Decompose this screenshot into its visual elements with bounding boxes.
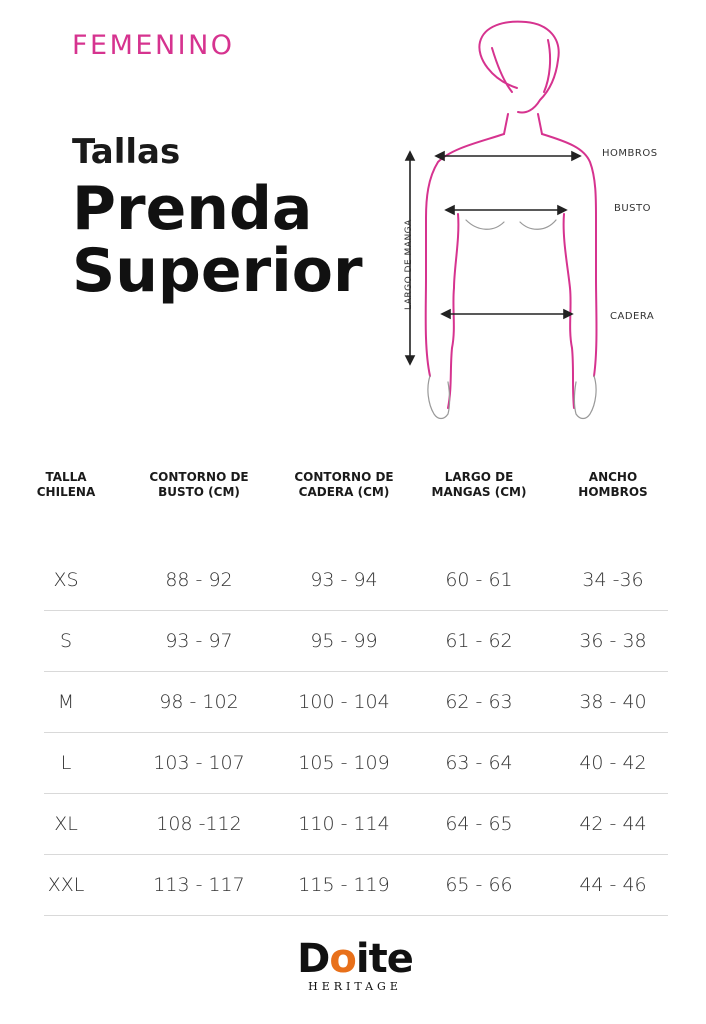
header-shoulders-line-1: ANCHO [588,470,638,484]
table-row [44,611,668,672]
hand-left-outline [428,376,450,419]
brand-logo [290,938,420,1000]
table-row [44,794,668,855]
header-bust [140,470,258,500]
header-shoulders [554,470,672,500]
brand-logo-letters-ite: ite [355,936,413,982]
head-outline [479,22,558,113]
cell-sleeve: 60 - 61 [445,569,513,591]
page-title-line-1: Prenda [72,174,313,244]
cell-hip: 110 - 114 [298,813,390,835]
table-row [44,550,668,611]
cell-hip: 95 - 99 [310,630,378,652]
label-sleeve-length: LARGO DE MANGA [404,219,414,310]
table-row [44,855,668,916]
cell-sleeve: 61 - 62 [445,630,513,652]
hair-outline [492,40,550,92]
title-prefix: Tallas [72,132,181,172]
table-row [44,733,668,794]
cell-sleeve: 63 - 64 [445,752,513,774]
page-title-line-2: Superior [72,236,363,306]
cell-hip: 105 - 109 [298,752,390,774]
brand-logo-letter-d: D [297,936,330,982]
brand-logo-subtitle: HERITAGE [308,980,402,993]
cell-sleeve: 64 - 65 [445,813,513,835]
category-heading: FEMENINO [72,30,235,61]
table-row [44,672,668,733]
cell-shoulders: 36 - 38 [579,630,647,652]
cell-shoulders: 42 - 44 [579,813,647,835]
header-bust-line-1: CONTORNO DE [149,470,249,484]
cell-shoulders: 44 - 46 [579,874,647,896]
header-sleeve-line-2: MANGAS (CM) [431,485,527,499]
cell-bust: 113 - 117 [153,874,245,896]
cell-hip: 93 - 94 [310,569,378,591]
cell-shoulders: 34 -36 [582,569,644,591]
cell-size: M [57,691,75,713]
header-bust-line-2: BUSTO (CM) [158,485,240,499]
header-size-line-1: TALLA [45,470,87,484]
page-title [72,174,363,306]
header-hip-line-2: CADERA (CM) [298,485,390,499]
cell-bust: 108 -112 [156,813,242,835]
label-shoulders: HOMBROS [602,148,658,159]
cell-shoulders: 38 - 40 [579,691,647,713]
cell-size: S [59,630,73,652]
header-size [20,470,112,500]
bust-outline [466,220,556,229]
size-table [36,470,668,916]
cell-size: XXL [47,874,85,896]
label-hip: CADERA [610,311,655,322]
label-bust: BUSTO [614,203,652,214]
header-shoulders-line-2: HOMBROS [578,485,648,499]
cell-sleeve: 62 - 63 [445,691,513,713]
brand-logo-sun-o: o [329,936,356,982]
cell-size: L [60,752,72,774]
header-hip-line-1: CONTORNO DE [294,470,394,484]
cell-hip: 115 - 119 [298,874,390,896]
header-hip [282,470,406,500]
cell-sleeve: 65 - 66 [445,874,513,896]
cell-size: XS [53,569,79,591]
hand-right-outline [575,376,597,419]
header-size-line-2: CHILENA [36,485,96,499]
cell-bust: 88 - 92 [165,569,233,591]
cell-hip: 100 - 104 [298,691,390,713]
header-sleeve [424,470,534,500]
brand-logo-wordmark [290,938,420,980]
cell-bust: 103 - 107 [153,752,245,774]
header-sleeve-line-1: LARGO DE [444,470,514,484]
body-measurement-figure [380,18,706,438]
neck-outline [504,114,542,134]
table-header-row [36,470,668,550]
waist-outline [448,214,574,408]
cell-bust: 98 - 102 [159,691,239,713]
cell-bust: 93 - 97 [165,630,233,652]
cell-shoulders: 40 - 42 [579,752,647,774]
cell-size: XL [54,813,78,835]
